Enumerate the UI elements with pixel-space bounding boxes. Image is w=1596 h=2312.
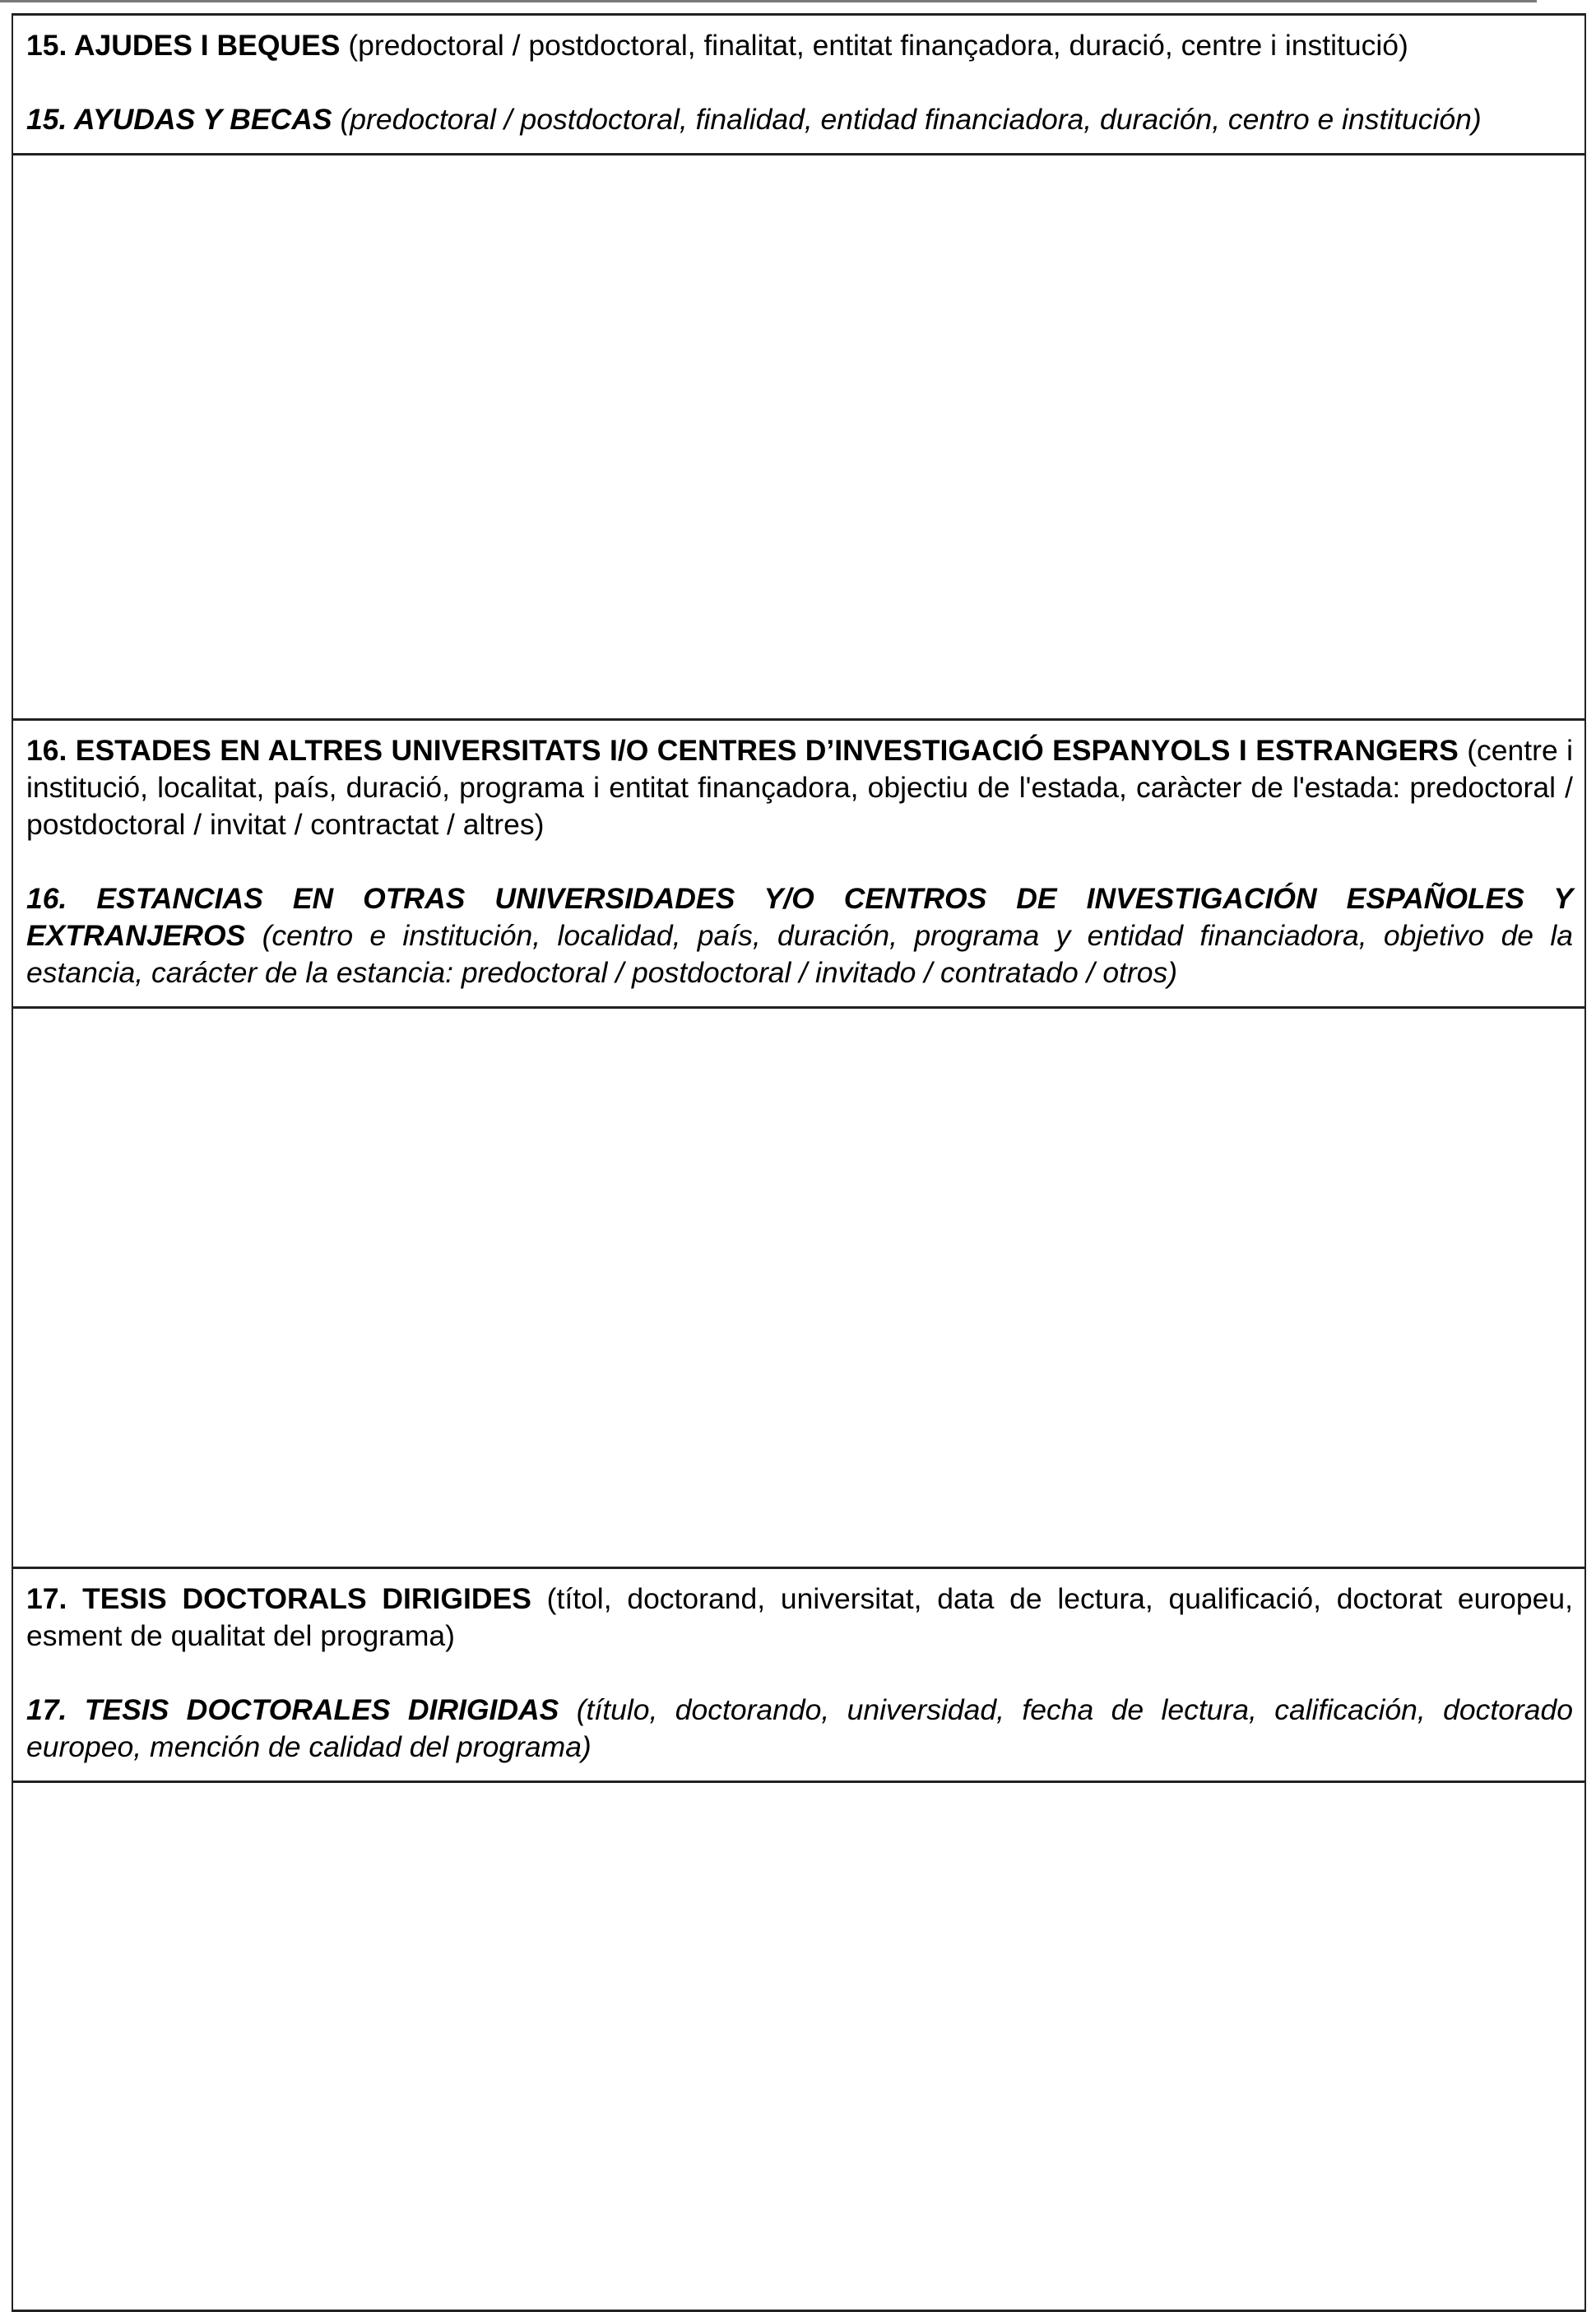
section-desc-es: (centro e institución, localidad, país, duración, programa y entidad financiadora, objetivo de la estancia, carácter de la estancia: predoctoral / postdoctoral / invitado / contratado / otros) (26, 919, 1573, 989)
section-number: 16. (26, 734, 67, 767)
section-number: 17. (26, 1582, 67, 1615)
section-16-input-area[interactable] (13, 1009, 1584, 1569)
section-number: 17. (26, 1693, 67, 1726)
section-15-input-area[interactable] (13, 156, 1584, 721)
section-15-spanish (26, 101, 1573, 138)
section-number: 16. (26, 882, 67, 915)
section-title-es: ESTANCIAS EN OTRAS UNIVERSIDADES Y/O CENTROS DE INVESTIGACIÓN ESPAÑOLES Y EXTRANJEROS (26, 882, 1573, 952)
section-title-ca: ESTADES EN ALTRES UNIVERSITATS I/O CENTRES D’INVESTIGACIÓ ESPANYOLS I ESTRANGERS (75, 734, 1459, 767)
section-title-es: TESIS DOCTORALES DIRIGIDAS (84, 1693, 559, 1726)
section-17-input-area[interactable] (13, 1783, 1584, 2312)
section-desc-ca: (centre i institució, localitat, país, duració, programa i entitat finançadora, objectiu de l'estada, caràcter de l'estada: predoctoral / postdoctoral / invitat / contractat / altres) (26, 734, 1573, 841)
section-desc-ca: (títol, doctorand, universitat, data de lectura, qualificació, doctorat europeu, esment de qualitat del programa) (26, 1582, 1573, 1652)
section-number: 15. (26, 29, 67, 62)
section-desc-es: (título, doctorando, universidad, fecha de lectura, calificación, doctorado europeo, mención de calidad del programa) (26, 1693, 1573, 1763)
section-16-header (13, 721, 1584, 1009)
section-title-ca: AJUDES I BEQUES (73, 29, 341, 62)
section-17-header (13, 1569, 1584, 1783)
section-15-catalan (26, 27, 1573, 64)
section-15-header (13, 16, 1584, 156)
section-number: 15. (26, 103, 67, 136)
page-top-rule (0, 0, 1537, 2)
section-17-spanish (26, 1692, 1573, 1766)
cv-form-table (12, 13, 1586, 2312)
section-title-es: AYUDAS Y BECAS (73, 103, 332, 136)
section-16-catalan (26, 732, 1573, 843)
section-desc-ca: (predoctoral / postdoctoral, finalitat, entitat finançadora, duració, centre i institució) (348, 29, 1408, 62)
section-16-spanish (26, 880, 1573, 991)
section-title-ca: TESIS DOCTORALS DIRIGIDES (82, 1582, 531, 1615)
section-desc-es: (predoctoral / postdoctoral, finalidad, entidad financiadora, duración, centro e institución) (340, 103, 1482, 136)
section-17-catalan (26, 1581, 1573, 1655)
